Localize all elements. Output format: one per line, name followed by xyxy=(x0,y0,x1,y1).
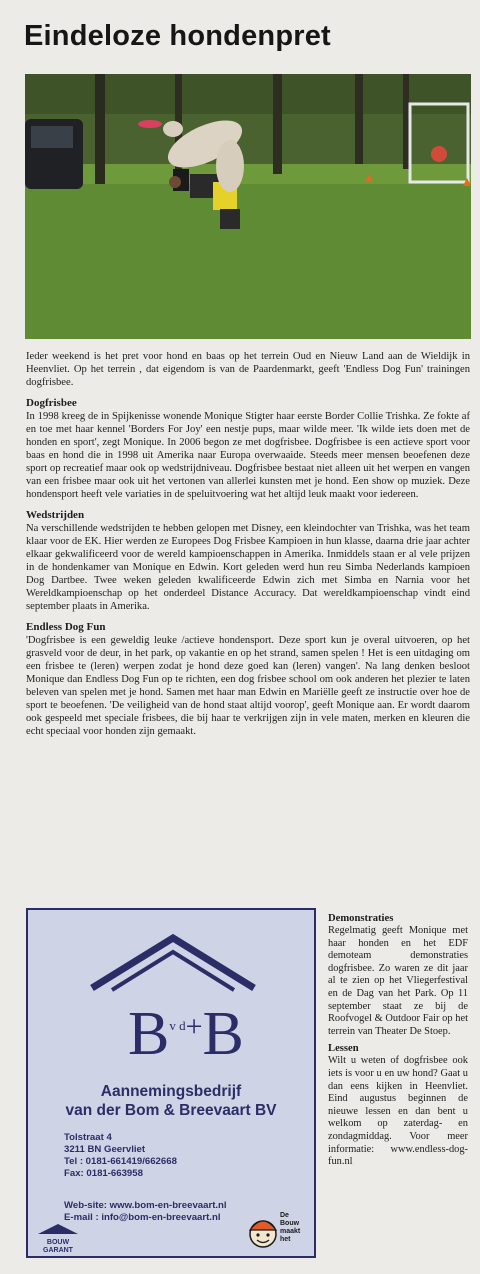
contact-details xyxy=(64,1132,177,1180)
logo-plus: + xyxy=(185,1010,203,1043)
logo-letter-b2: B xyxy=(202,1000,244,1068)
company-name-line2: van der Bom & Breevaart BV xyxy=(65,1102,277,1119)
section-heading-wedstrijden: Wedstrijden xyxy=(26,509,85,521)
article-intro: Ieder weekend is het pret voor hond en baas op het terrein Oud en Nieuw Land aan de Wieldijk in Heenvliet. Op het terrein , dat eigendom is van de Paardenmarkt, geeft 'Endless Dog Fun' trainingen dogfrisbee. xyxy=(26,351,470,388)
company-name xyxy=(28,1082,314,1120)
sidebar-heading-demonstraties: Demonstraties xyxy=(328,913,394,924)
sidebar-body-demonstraties: Regelmatig geeft Monique met haar honden en het EDF demoteam demonstraties dogfrisbee. Zo waren ze dit jaar al te zien op het Vliegerfestival en de Dag van het Park. Op 11 september staat ze bij de Roofvogel & Outdoor Fair op het terrein van Theater De Stoep. xyxy=(328,925,468,1037)
section-body-endless-dog-fun: 'Dogfrisbee is een geweldig leuke /actieve hondensport. Deze sport kun je overal uitvoeren, op het grasveld voor de deur, in het park, op vakantie en op het strand, samen spelen ! Het is een uitdaging om een frisbee te (leren) werpen zodat je hond deze goed kan (leren) vangen'. Na lang denken besloot Monique dan Endless Dog Fun op te richten, een dog frisbee school om ook anderen het plezier te laten beleven van spelen met je hond. Samen met haar man Edwin en Mariëlle geeft ze instructie over hoe de sport te beoefenen. 'De veiligheid van de hond staat altijd voorop', geeft Monique aan. Er wordt daarom ook gespeeld met speciale frisbees, die bij haar te verkrijgen zijn in vele maten, merken en kleuren die echt speciaal voor honden zijn gemaakt. xyxy=(26,635,470,737)
house-roof-icon xyxy=(88,932,258,992)
bouwgarant-line1: BOUW xyxy=(46,1239,70,1246)
sidebar-body-lessen: Wilt u weten of dogfrisbee ook iets is voor u en uw hond? Gaat u dan eens kijken in Heenvliet. Eind augustus beginnen de nieuwe lessen en dan bent u welkom op zaterdag- en zondagmiddag. Voor meer informatie: www.endless-dog-fun.nl xyxy=(328,1055,468,1168)
section-body-dogfrisbee: In 1998 kreeg de in Spijkenisse wonende Monique Stigter haar eerste Border Collie Trishka. Ze fokte af en toe met haar kennel 'Borders For Joy' een nestje pups, maar wilde meer. 'Ik wilde iets doen met de honden en sport', zegt Monique. In 2006 begon ze met dogfrisbee. Dogfrisbee is een actieve sport voor baas en hond die in 1998 uit Amerika naar Europa overwaaide. Steeds meer mensen beoefenen deze sport op recreatief maar ook op wedstrijdniveau. Dogfrisbee bestaat niet alleen uit het werpen en vangen van een frisbee maar ook uit het vertonen van allerlei kunsten met je hond. Een show op muziek. Deze hondensport heeft vele variaties in de speluitvoering wat het altijd leuk maakt voor iedereen. xyxy=(26,411,470,500)
section-body-wedstrijden: Na verschillende wedstrijden te hebben gelopen met Disney, een kleindochter van Trishka, was het team klaar voor de EK. Hier werden ze Europees Dog Frisbee Kampioen in hun klasse, daarna drie jaar achter elkaar gekwalificeerd voor de wereld kampioenschappen in Amerika. Inmiddels staan er al vele prijzen in de hondenkamer van Monique en Edwin. Kort geleden werd hun reu Simba Nederlands kampioen Dog Dartbee. Twee weken geleden kwalificeerde Edwin zich met Simba en Narnia voor het Wereldkampioenschap op het onderdeel Distance Accuracy. Dat wereldkampioenschap vindt eind september plaats in Amerika. xyxy=(26,523,470,612)
article-headline: Eindeloze hondenpret xyxy=(24,20,331,52)
helmet-mascot-icon xyxy=(246,1210,280,1250)
section-heading-endless-dog-fun: Endless Dog Fun xyxy=(26,621,106,633)
web-contact xyxy=(64,1200,227,1224)
photo-illustration xyxy=(25,74,471,339)
article-body xyxy=(26,350,470,746)
badge-right-line3: maakt xyxy=(280,1228,301,1235)
de-bouw-maakt-het-badge xyxy=(246,1210,308,1252)
badge-right-line2: Bouw xyxy=(280,1220,300,1227)
section-heading-dogfrisbee: Dogfrisbee xyxy=(26,397,77,409)
bouwgarant-badge xyxy=(36,1222,80,1254)
de-bouw-maakt-het-text xyxy=(280,1212,300,1244)
company-logo xyxy=(128,995,244,1068)
advertisement-bom-breevaart xyxy=(26,908,316,1258)
city: 3211 BN Geervliet xyxy=(64,1144,146,1155)
telephone: Tel : 0181-661419/662668 xyxy=(64,1156,177,1167)
logo-letter-b1: B xyxy=(128,1000,170,1068)
website-link[interactable]: Web-site: www.bom-en-breevaart.nl xyxy=(64,1200,227,1211)
bouwgarant-logo-icon xyxy=(36,1222,80,1236)
email-link[interactable]: E-mail : info@bom-en-breevaart.nl xyxy=(64,1212,221,1223)
company-name-line1: Aannemingsbedrijf xyxy=(100,1083,242,1100)
address: Tolstraat 4 xyxy=(64,1132,112,1143)
fax: Fax: 0181-663958 xyxy=(64,1168,143,1179)
badge-right-line1: De xyxy=(280,1212,289,1219)
logo-vd: v d xyxy=(169,1018,186,1033)
bouwgarant-line2: GARANT xyxy=(43,1247,73,1254)
badge-right-line4: het xyxy=(280,1236,291,1243)
sidebar-column xyxy=(328,912,468,1173)
sidebar-heading-lessen: Lessen xyxy=(328,1043,359,1055)
dog-frisbee-photo xyxy=(25,74,471,339)
